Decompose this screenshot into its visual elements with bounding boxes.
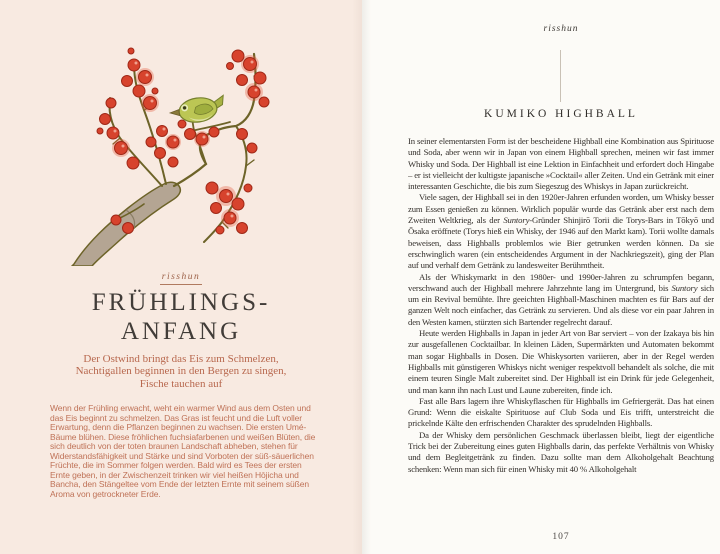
chapter-title-line2: ANFANG <box>120 318 242 345</box>
recipe-title: KUMIKO HIGHBALL <box>484 108 638 120</box>
haiku-line: Nachtigallen beginnen in den Bergen zu singen, <box>75 365 287 378</box>
page-number: 107 <box>552 532 570 542</box>
body-paragraph: Viele sagen, der Highball sei in den 1920er-Jahren erfunden worden, um Whisky besser zum Essen genießen zu können. Wirklich populär wurde das Getränk aber erst nach dem Zweiten Weltkrieg, als der Suntory-Gründer Shinjirō Torii die Torys-Bars in Tōkyō und Ōsaka eröffnete (Torys hieß ein Whisky, der 1946 auf den Markt kam). Torii wollte damals beweisen, dass Highballs problemlos wie Bier getrunken werden können. Da sie erschwinglich waren (ein entscheidendes Argument in der Nachkriegszeit), ging der Plan auf und verhalf dem Getränk zu landesweiter Berühmtheit. <box>408 192 714 271</box>
haiku-line: Fische tauchen auf <box>139 377 223 390</box>
body-paragraph: Als der Whiskymarkt in den 1980er- und 1990er-Jahren zu schrumpfen begann, verschwand auch der Highball mehrere Jahrzehnte lang im Untergrund, bis Suntory sich um ein Revival bemühte. Ihre geeichten Highball-Maschinen machten es für Bars auf der ganzen Welt noch einfacher, das Getränk zu servieren. Und als diese vor ein paar Jahren in den Westen kamen, stürzten sich Bartender regelrecht darauf. <box>408 271 714 327</box>
right-page <box>362 0 720 554</box>
chapter-title <box>0 288 362 346</box>
running-head: risshun <box>543 24 579 34</box>
bird-illustration <box>169 94 227 125</box>
vertical-rule <box>560 50 561 102</box>
article-body <box>408 136 714 528</box>
season-label-text: risshun <box>160 272 202 285</box>
haiku-line: Der Ostwind bringt das Eis zum Schmelzen, <box>83 353 279 365</box>
body-paragraph: Da der Whisky dem persönlichen Geschmack überlassen bleibt, liegt der eigentliche Trick bei der Zubereitung eines guten Highballs darin, das perfekte Verhältnis von Whisky und dem Begleitgetränk zu finden. Dazu sollte man dem Alkoholgehalt Beachtung schenken: Wenn man sich für einen Whisky mit 40 % Alkoholgehalt <box>408 429 714 474</box>
season-label <box>0 266 362 284</box>
plum-blossom-illustration <box>70 36 302 266</box>
body-paragraph: Fast alle Bars lagern ihre Whiskyflaschen für Highballs im Gefriergerät. Das hat einen Grund: Wenn die eiskalte Spirituose auf Club Soda und Eis trifft, unterstreicht die prickelnde Kälte den erfrischenden Charakter des sprudelnden Highballs. <box>408 395 714 429</box>
body-paragraph: In seiner elementarsten Form ist der bescheidene Highball eine Kombination aus Spirituose und Soda, aber wenn wir in Japan von einem Highball sprechen, meinen wir fast immer Whisky und Soda. Der Highball ist eine Lektion in Einfachheit und erfordert doch Hingabe – er ist vielleicht der kultigste japanische »Cocktail« aller Zeiten. Und ein Getränk mit einer interessanten Geschichte, die bis zum Siegeszug des Whiskys in Japan zurückreicht. <box>408 136 714 192</box>
chapter-title-line1: FRÜHLINGS- <box>91 289 271 316</box>
body-paragraph: Heute werden Highballs in Japan in jeder Art von Bar serviert – von der Izakaya bis hin zur ausgefallenen Cocktailbar. In kleinen Läden, Supermärkten und Automaten bekommt man sogar Highballs in Dosen. Die Whiskysorten variieren, aber in der Regel werden Highballs mit günstigeren Whiskys nicht weniger respektvoll behandelt als solche, die mit einem teuren Single Malt zubereitet sind. Der Highball ist ein Drink für jede Gelegenheit, und man kann ihn nach Lust und Laune zubereiten, finde ich. <box>408 328 714 395</box>
haiku-subtitle <box>0 353 362 390</box>
season-intro-paragraph: Wenn der Frühling erwacht, weht ein warmer Wind aus dem Osten und das Eis beginnt zu schmelzen. Das Gras ist feucht und die Luft voller Erwartung, denn die Pflanzen beginnen zu wachsen. Die ersten Umé-Bäume blühen. Diese fröhlichen fuchsiafarbenen und weißen Blüten, die sich deutlich von der toten braunen Landschaft abheben, stehen für Widerstandsfähigkeit und Stärke und sind Vorboten der süß-säuerlichen Früchte, die im Sommer folgen werden. Bald wird es Tees der ersten Ernte geben, in der Zwischenzeit trinken wir viel heißen Hōjicha und Bancha, den Stängeltee vom Ende der letzten Ernte mit seinem süßen Aroma von getrockneter Erde. <box>50 403 316 499</box>
